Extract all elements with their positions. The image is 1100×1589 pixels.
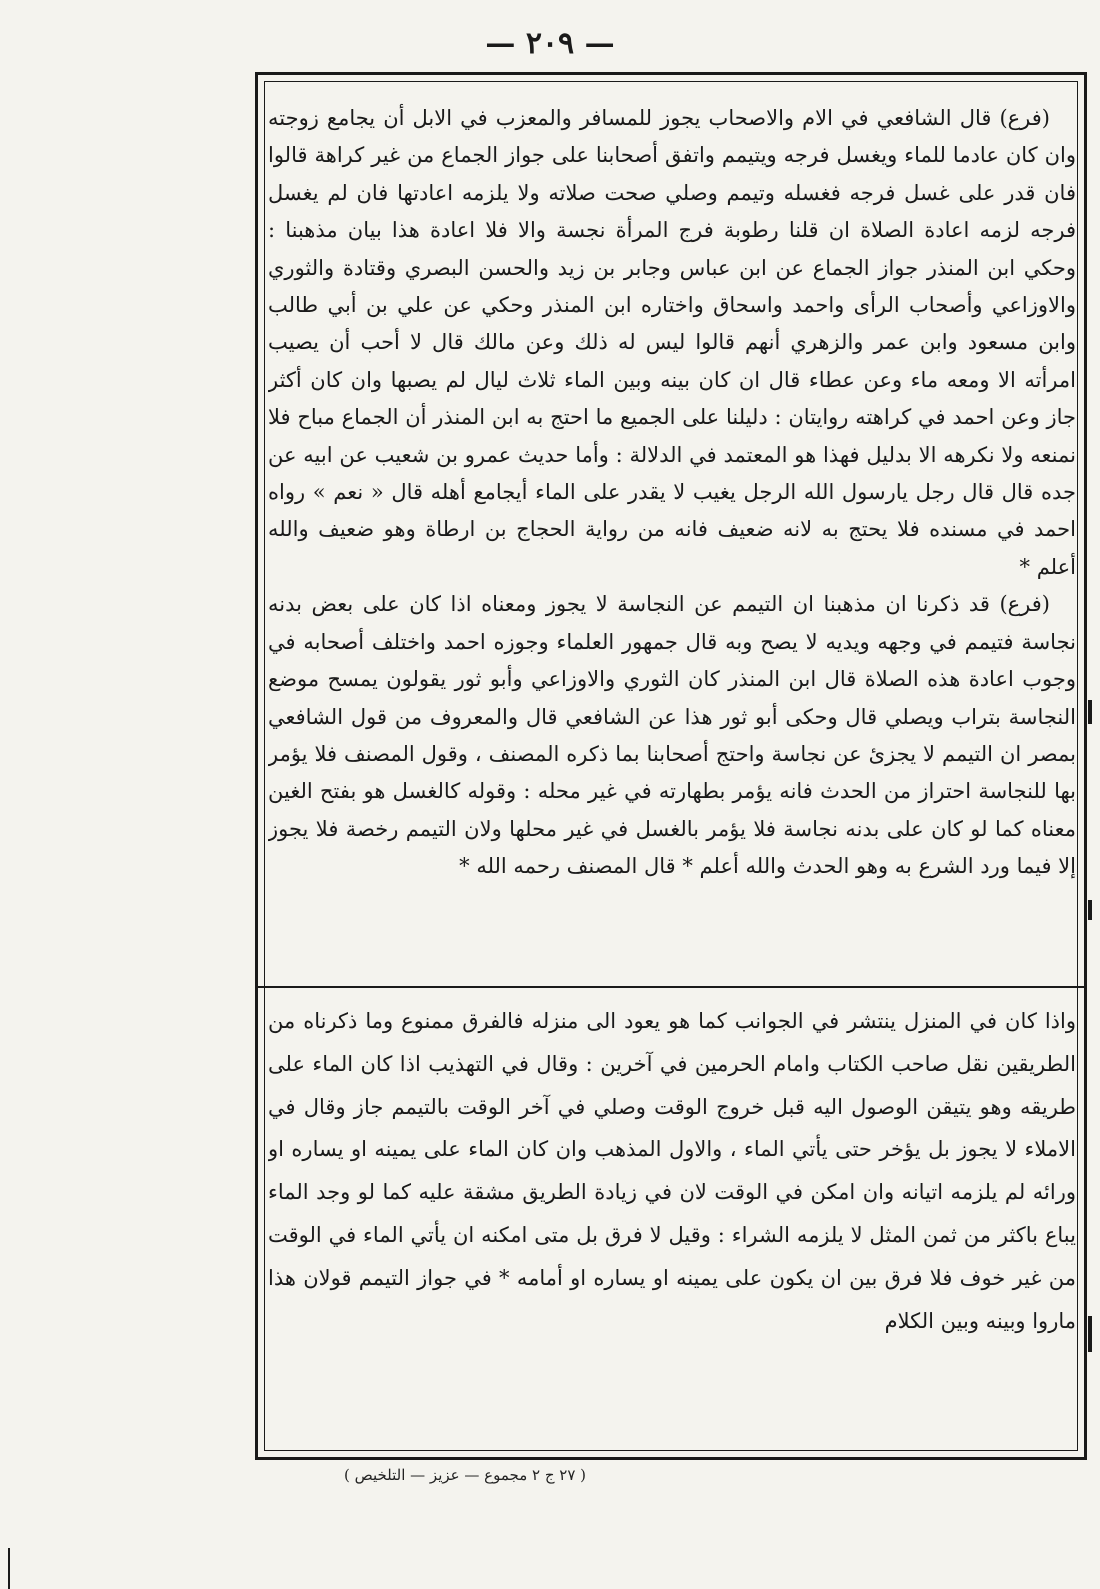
section-divider — [258, 986, 1084, 988]
lower-paragraph: واذا كان في المنزل ينتشر في الجوانب كما هو يعود الى منزله فالفرق ممنوع وما ذكرناه من الطريقين نقل صاحب الكتاب وامام الحرمين في آخرين : وقال في التهذيب اذا كان الماء على طريقه وهو يتيقن الوصول اليه قبل خروج الوقت وصلي في آخر الوقت بالتيمم جاز وقال في الاملاء لا يجوز بل يؤخر حتى يأتي الماء ، والاول المذهب وان كان الماء على يمينه او يساره او ورائه لم يلزمه اتيانه وان امكن في الوقت لان في زيادة الطريق مشقة عليه كما لو وجد الماء يباع باكثر من ثمن المثل لا يلزمه الشراء : وقيل لا فرق بل متى امكنه ان يأتي الماء في الوقت من غير خوف فلا فرق بين ان يكون على يمينه او يساره او أمامه * في جواز التيمم قولان هذا ماروا وبينه وبين الكلام — [268, 1009, 1076, 1333]
page-number: — ٢٠٩ — — [485, 26, 615, 61]
paragraph-far-2: (فرع) قد ذكرنا ان مذهبنا ان التيمم عن النجاسة لا يجوز ومعناه اذا كان على بعض بدنه نجاسة فتيمم في وجهه ويديه لا يصح وبه قال جمهور العلماء وجوزه احمد واختلف أصحابه في وجوب اعادة هذه الصلاة قال ابن المنذر كان الثوري والاوزاعي وأبو ثور يقولون يمسح موضع النجاسة بتراب ويصلي قال وحكى أبو ثور هذا عن الشافعي قال والمعروف من قول الشافعي بمصر ان التيمم لا يجزئ عن نجاسة واحتج أصحابنا بما ذكره المصنف ، وقول المصنف فلا يؤمر بها للنجاسة احتراز من الحدث فانه يؤمر بطهارته في غير محله : وقوله كالغسل هو بفتح الغين معناه كما لو كان على بدنه نجاسة فلا يؤمر بالغسل في غير محلها ولان التيمم رخصة فلا يجوز إلا فيما ورد الشرع به وهو الحدث والله أعلم * قال المصنف رحمه الله * — [268, 592, 1076, 879]
paragraph-far-1: (فرع) قال الشافعي في الام والاصحاب يجوز للمسافر والمعزب في الابل أن يجامع زوجته وان كان عادما للماء ويغسل فرجه ويتيمم واتفق أصحابنا على جواز الجماع من غير كراهة قالوا فان قدر على غسل فرجه فغسله وتيمم وصلي صحت صلاته ولا يلزمه اعادتها فان لم يغسل فرجه لزمه اعادة الصلاة ان قلنا رطوبة فرج المرأة نجسة والا فلا اعادة هذا بيان مذهبنا : وحكي ابن المنذر جواز الجماع عن ابن عباس وجابر بن زيد والحسن البصري وقتادة والثوري والاوزاعي وأصحاب الرأى واحمد واسحاق واختاره ابن المنذر وحكي عن علي بن أبي طالب وابن مسعود وابن عمر والزهري أنهم قالوا ليس له ذلك وعن مالك قال لا أحب أن يصيب امرأته الا ومعه ماء وعن عطاء قال ان كان بينه وبين الماء ثلاث ليال لم يصبها وان كان أكثر جاز وعن احمد في كراهته روايتان : دليلنا على الجميع ما احتج به ابن المنذر أن الجماع مباح فلا نمنعه ولا نكرهه الا بدليل فهذا هو المعتمد في الدلالة : وأما حديث عمرو بن شعيب عن ابيه عن جده قال قال رجل يارسول الله الرجل يغيب لا يقدر على الماء أيجامع أهله قال « نعم » رواه احمد في مسنده فلا يحتج به لانه ضعيف فانه من رواية الحجاج بن ارطاة وهو ضعيف والله أعلم * — [268, 106, 1076, 579]
lower-commentary-text — [268, 1000, 1076, 1450]
margin-mark — [1088, 900, 1092, 920]
printer-signature: ( ٢٧ ج ٢ مجموع — عزيز — التلخيص ) — [343, 1466, 587, 1484]
margin-mark — [1088, 1316, 1092, 1352]
scan-edge-mark — [8, 1548, 10, 1589]
commentary-text — [268, 100, 1076, 984]
margin-mark — [1088, 700, 1092, 724]
